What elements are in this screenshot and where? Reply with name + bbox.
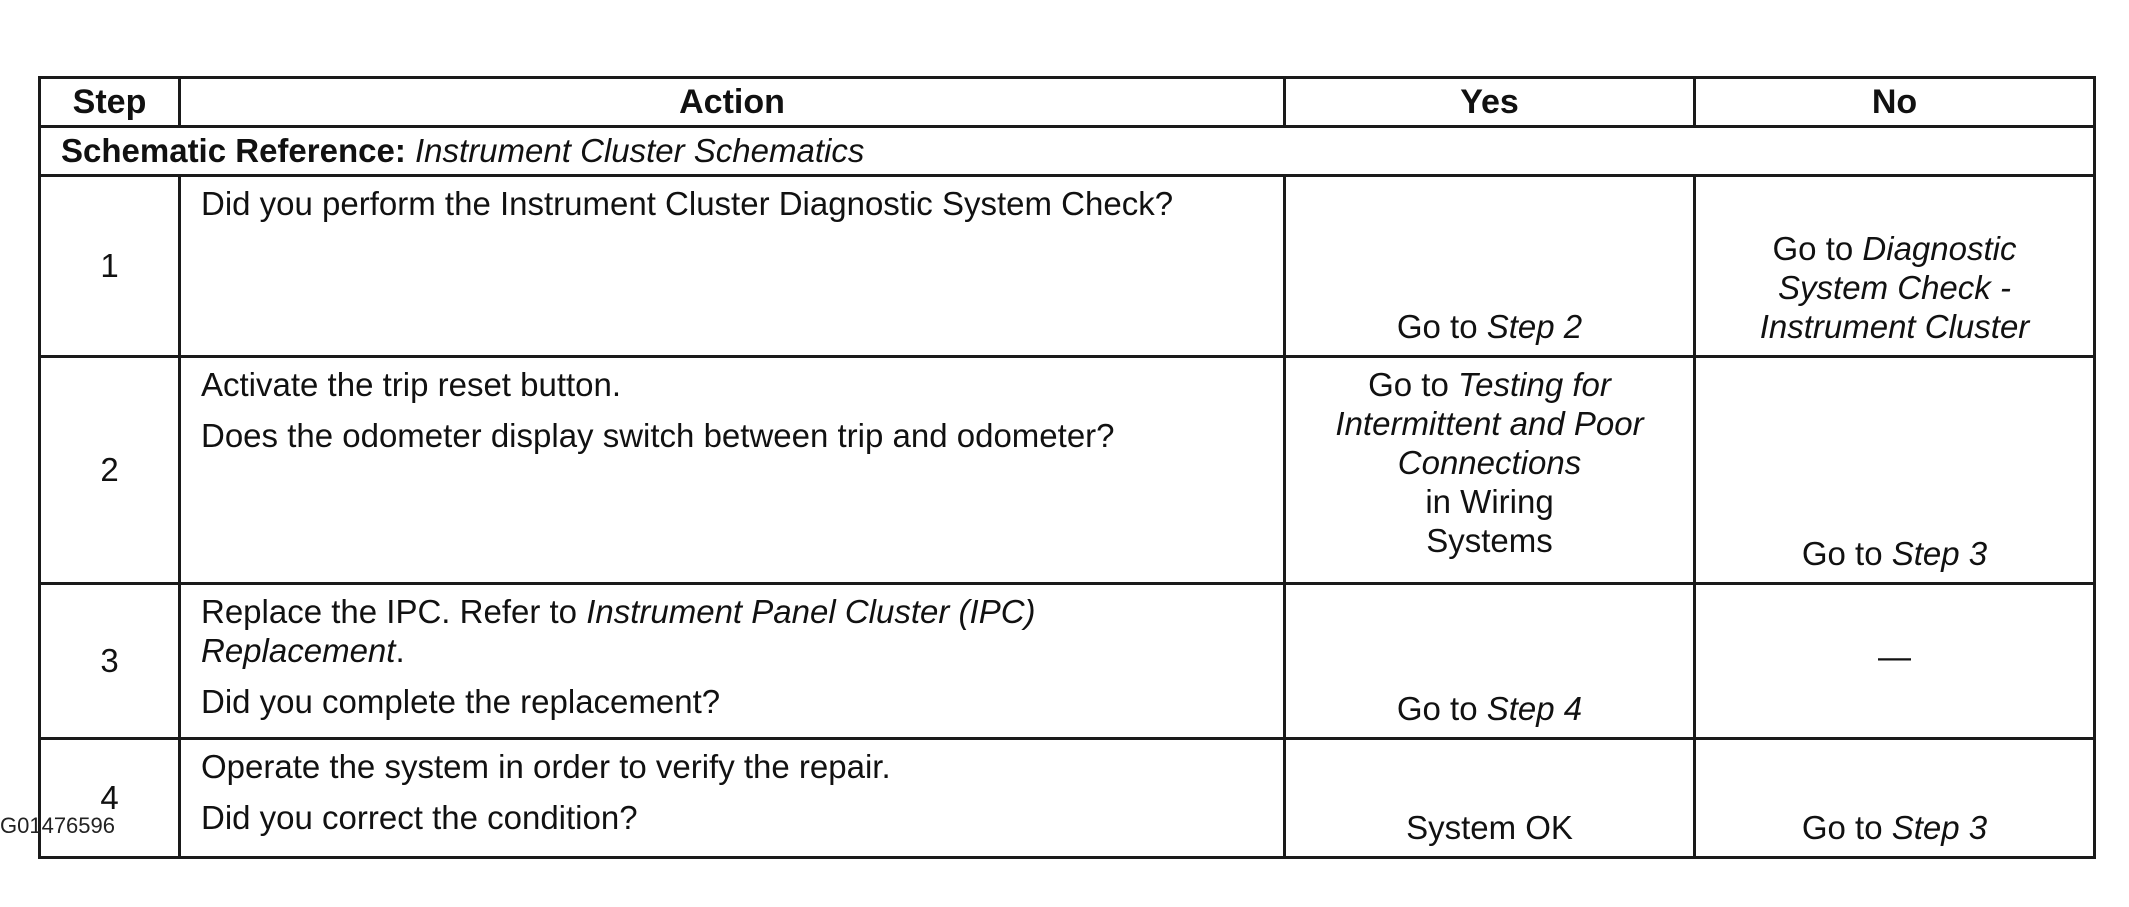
yes-cell <box>1285 584 1695 739</box>
action-question: Did you correct the condition? <box>201 798 638 836</box>
no-cell <box>1695 357 2095 584</box>
step-number: 4 <box>40 739 180 858</box>
no-prefix: Go to <box>1801 809 1892 847</box>
table-row <box>40 176 2095 357</box>
action-cell <box>180 357 1285 584</box>
yes-ref-line1: Testing for <box>1458 366 1611 403</box>
action-prefix: Replace the IPC. Refer to <box>201 593 587 630</box>
action-question: Does the odometer display switch between trip and odometer? <box>201 416 1115 454</box>
yes-cell <box>1285 176 1695 357</box>
action-ref-line2: Replacement <box>201 631 396 669</box>
no-prefix: Go to <box>1772 230 1863 268</box>
table-row <box>40 739 2095 858</box>
no-step-link: Step 3 <box>1891 809 1988 847</box>
table-row <box>40 357 2095 584</box>
action-text <box>201 593 1263 671</box>
no-cell <box>1695 739 2095 858</box>
schematic-reference <box>40 127 2095 176</box>
yes-text: System OK <box>1406 809 1573 847</box>
header-step: Step <box>40 78 180 127</box>
schematic-reference-link: Instrument Cluster Schematics <box>415 131 865 169</box>
action-ref-line1: Instrument Panel Cluster (IPC) <box>586 593 1036 630</box>
yes-suffix-line1: in Wiring <box>1425 482 1554 520</box>
yes-step-link: Step 4 <box>1486 690 1583 728</box>
step-number: 2 <box>40 357 180 584</box>
action-cell <box>180 176 1285 357</box>
no-cell <box>1695 584 2095 739</box>
header-action: Action <box>180 78 1285 127</box>
figure-id: G01476596 <box>0 813 115 838</box>
schematic-reference-label: Schematic Reference: <box>61 131 406 169</box>
yes-step-link: Step 2 <box>1486 308 1583 346</box>
action-text: Operate the system in order to verify the repair. <box>201 748 891 785</box>
yes-prefix: Go to <box>1396 308 1487 346</box>
yes-cell <box>1285 739 1695 858</box>
diagnostic-table <box>38 76 2096 859</box>
yes-prefix: Go to <box>1368 366 1458 403</box>
action-question: Did you complete the replacement? <box>201 682 721 720</box>
header-yes: Yes <box>1285 78 1695 127</box>
action-text: Activate the trip reset button. <box>201 366 622 403</box>
no-prefix: Go to <box>1801 535 1892 573</box>
schematic-reference-row <box>40 127 2095 176</box>
yes-suffix-line2: Systems <box>1426 521 1553 559</box>
no-ref-line1: Diagnostic <box>1862 230 2017 268</box>
no-step-link: Step 3 <box>1891 535 1988 573</box>
header-row <box>40 78 2095 127</box>
header-no: No <box>1695 78 2095 127</box>
table-row <box>40 584 2095 739</box>
yes-ref-line2: Intermittent and Poor <box>1335 404 1644 442</box>
action-cell <box>180 584 1285 739</box>
action-text: Did you perform the Instrument Cluster Diagnostic System Check? <box>201 185 1174 222</box>
no-cell <box>1695 176 2095 357</box>
yes-cell <box>1285 357 1695 584</box>
yes-ref-line3: Connections <box>1397 443 1582 481</box>
no-ref-line2: System Check - <box>1778 269 2011 307</box>
no-dash: — <box>1878 637 1911 675</box>
step-number: 1 <box>40 176 180 357</box>
yes-prefix: Go to <box>1396 690 1487 728</box>
action-cell <box>180 739 1285 858</box>
step-number: 3 <box>40 584 180 739</box>
action-period: . <box>395 631 405 669</box>
no-ref-line3: Instrument Cluster <box>1759 308 2030 346</box>
